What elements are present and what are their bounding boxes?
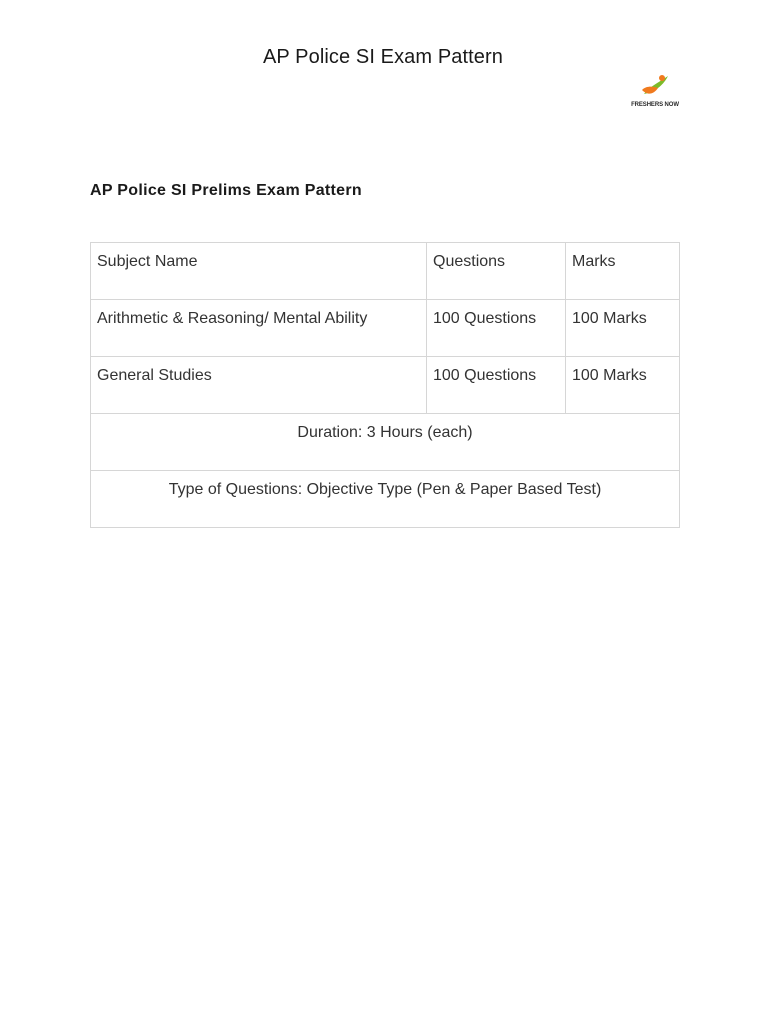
section-heading: AP Police SI Prelims Exam Pattern (90, 182, 362, 199)
table-header-row (91, 243, 680, 300)
table-cell: General Studies (91, 357, 427, 414)
table-row (91, 357, 680, 414)
page-title: AP Police SI Exam Pattern (262, 46, 504, 68)
freshers-now-logo (630, 72, 680, 112)
duration-cell: Duration: 3 Hours (each) (91, 414, 680, 471)
header-subject-name: Subject Name (91, 243, 427, 300)
header-marks: Marks (566, 243, 680, 300)
table-cell: 100 Marks (566, 300, 680, 357)
table-cell: 100 Questions (427, 357, 566, 414)
table-cell: Arithmetic & Reasoning/ Mental Ability (91, 300, 427, 357)
table-cell: 100 Marks (566, 357, 680, 414)
question-type-row (91, 471, 680, 528)
logo-text: FRESHERS NOW (631, 102, 679, 108)
exam-pattern-table (90, 242, 680, 528)
logo-figure-icon (638, 72, 672, 102)
question-type-cell: Type of Questions: Objective Type (Pen & Paper Based Test) (91, 471, 680, 528)
duration-row (91, 414, 680, 471)
table-cell: 100 Questions (427, 300, 566, 357)
table-row (91, 300, 680, 357)
header-questions: Questions (427, 243, 566, 300)
